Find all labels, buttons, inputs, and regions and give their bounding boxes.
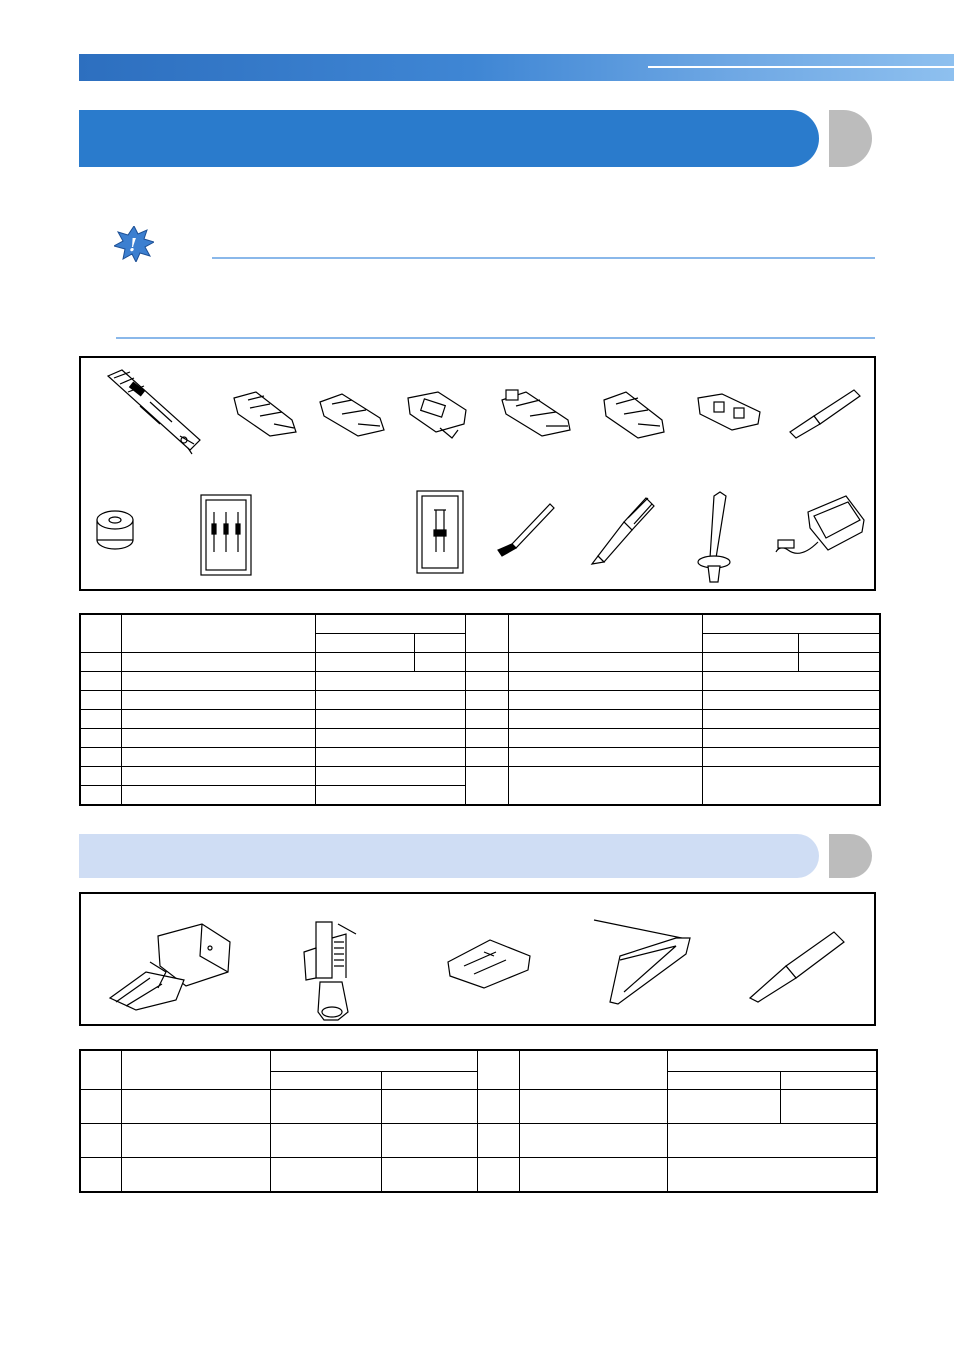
note-rule-top bbox=[212, 257, 875, 259]
table-cell bbox=[80, 672, 121, 691]
table-cell bbox=[465, 691, 508, 710]
table-cell bbox=[780, 1090, 877, 1124]
table-cell bbox=[381, 1090, 477, 1124]
table-cell bbox=[465, 672, 508, 691]
table-cell bbox=[465, 653, 508, 672]
table-cell bbox=[315, 748, 465, 767]
table-cell bbox=[414, 634, 465, 653]
table-cell bbox=[381, 1158, 477, 1193]
table-cell bbox=[519, 1124, 667, 1158]
table-cell bbox=[667, 1050, 877, 1071]
table-cell bbox=[465, 767, 508, 806]
table-cell bbox=[508, 710, 702, 729]
screwdriver-illustration bbox=[590, 494, 656, 566]
table-cell bbox=[315, 710, 465, 729]
table-row bbox=[80, 1090, 877, 1124]
table-cell bbox=[121, 1090, 270, 1124]
table-cell bbox=[798, 653, 880, 672]
table-cell bbox=[508, 767, 702, 806]
table-cell bbox=[80, 1124, 121, 1158]
table-cell bbox=[798, 634, 880, 653]
table-cell bbox=[508, 748, 702, 767]
table-cell bbox=[519, 1050, 667, 1090]
table-cell bbox=[702, 614, 880, 634]
table-cell bbox=[121, 653, 315, 672]
table-cell bbox=[315, 729, 465, 748]
table-cell bbox=[381, 1071, 477, 1089]
straight-stitch-foot-illustration bbox=[444, 936, 534, 990]
table-cell bbox=[270, 1158, 381, 1193]
table-cell bbox=[121, 672, 315, 691]
table-row bbox=[80, 710, 880, 729]
table-cell bbox=[315, 672, 465, 691]
table-cell bbox=[121, 1158, 270, 1193]
needle-pack-illustration bbox=[200, 494, 252, 576]
table-cell bbox=[315, 767, 465, 786]
table-cell bbox=[508, 653, 702, 672]
foot-controller-illustration bbox=[772, 492, 868, 572]
table-cell bbox=[465, 729, 508, 748]
table-cell bbox=[477, 1050, 519, 1090]
seam-ripper-illustration-large bbox=[746, 926, 848, 1002]
table-row bbox=[80, 767, 880, 786]
table-cell bbox=[702, 748, 880, 767]
table-cell bbox=[80, 653, 121, 672]
zigzag-foot-illustration bbox=[230, 390, 302, 438]
table-cell bbox=[270, 1071, 381, 1089]
table-row bbox=[80, 1158, 877, 1193]
top-header-rule bbox=[648, 66, 954, 68]
table-cell bbox=[667, 1124, 877, 1158]
table-cell bbox=[702, 634, 798, 653]
table-cell bbox=[702, 767, 880, 806]
table-cell bbox=[121, 1050, 270, 1090]
table-row bbox=[80, 729, 880, 748]
table-cell bbox=[667, 1071, 780, 1089]
table-cell bbox=[702, 672, 880, 691]
table-cell bbox=[508, 614, 702, 653]
svg-text:!: ! bbox=[129, 235, 137, 256]
spool-pin-illustration bbox=[696, 488, 746, 584]
table-cell bbox=[80, 786, 121, 806]
table-cell bbox=[381, 1124, 477, 1158]
table-cell bbox=[519, 1090, 667, 1124]
table-cell bbox=[121, 691, 315, 710]
table-cell bbox=[508, 691, 702, 710]
twin-needle-pack-illustration bbox=[416, 490, 464, 574]
table-cell bbox=[465, 748, 508, 767]
table-cell bbox=[121, 767, 315, 786]
table-cell bbox=[315, 691, 465, 710]
note-starburst-icon bbox=[114, 226, 154, 262]
buttonhole-foot-illustration bbox=[100, 366, 210, 456]
table-cell bbox=[315, 614, 465, 634]
seam-ripper-illustration bbox=[784, 386, 864, 440]
table-cell bbox=[121, 786, 315, 806]
table-cell bbox=[121, 710, 315, 729]
table-cell bbox=[702, 653, 798, 672]
table-cell bbox=[414, 653, 465, 672]
table-cell bbox=[702, 729, 880, 748]
subsection-title-cap bbox=[819, 834, 872, 878]
table-cell bbox=[702, 710, 880, 729]
table-cell bbox=[270, 1124, 381, 1158]
table-cell bbox=[477, 1124, 519, 1158]
table-cell bbox=[121, 1124, 270, 1158]
table-cell bbox=[477, 1158, 519, 1193]
table-row bbox=[80, 691, 880, 710]
table-cell bbox=[80, 614, 121, 653]
bobbin-illustration bbox=[94, 508, 136, 552]
table-cell bbox=[519, 1158, 667, 1193]
table-cell bbox=[80, 1050, 121, 1090]
table-cell bbox=[270, 1050, 477, 1071]
table-cell bbox=[80, 1090, 121, 1124]
section-title-cap bbox=[819, 110, 872, 167]
table-cell bbox=[80, 729, 121, 748]
table-cell bbox=[465, 710, 508, 729]
table-row bbox=[80, 1124, 877, 1158]
overcasting-foot-illustration bbox=[404, 390, 470, 440]
zipper-foot-illustration bbox=[316, 392, 388, 438]
optional-accessories-table bbox=[79, 1049, 878, 1193]
table-cell bbox=[315, 786, 465, 806]
table-cell bbox=[315, 653, 414, 672]
walking-foot-illustration bbox=[106, 916, 234, 1012]
monogramming-foot-illustration bbox=[496, 386, 576, 438]
table-cell bbox=[780, 1071, 877, 1089]
cleaning-brush-illustration bbox=[496, 500, 556, 558]
table-cell bbox=[121, 729, 315, 748]
table-cell bbox=[270, 1090, 381, 1124]
table-row bbox=[80, 653, 880, 672]
table-cell bbox=[477, 1090, 519, 1124]
table-row bbox=[80, 614, 880, 634]
table-cell bbox=[508, 672, 702, 691]
table-cell bbox=[121, 748, 315, 767]
included-accessories-table bbox=[79, 613, 881, 806]
table-cell bbox=[80, 710, 121, 729]
table-cell bbox=[121, 614, 315, 653]
table-cell bbox=[80, 691, 121, 710]
table-cell bbox=[465, 614, 508, 653]
section-title-band bbox=[79, 110, 819, 167]
table-cell bbox=[667, 1158, 877, 1193]
subsection-title-band bbox=[79, 834, 819, 878]
quilting-guide-illustration bbox=[590, 916, 694, 1008]
table-cell bbox=[315, 634, 414, 653]
quilting-foot-illustration bbox=[298, 918, 364, 1022]
table-row bbox=[80, 672, 880, 691]
table-row bbox=[80, 748, 880, 767]
blind-stitch-foot-illustration bbox=[598, 390, 668, 440]
table-cell bbox=[702, 691, 880, 710]
table-cell bbox=[80, 767, 121, 786]
note-rule-bottom bbox=[116, 337, 875, 339]
table-cell bbox=[508, 729, 702, 748]
table-cell bbox=[667, 1090, 780, 1124]
table-row bbox=[80, 1050, 877, 1071]
table-cell bbox=[80, 1158, 121, 1193]
table-cell bbox=[80, 748, 121, 767]
button-sewing-foot-illustration bbox=[694, 392, 764, 432]
